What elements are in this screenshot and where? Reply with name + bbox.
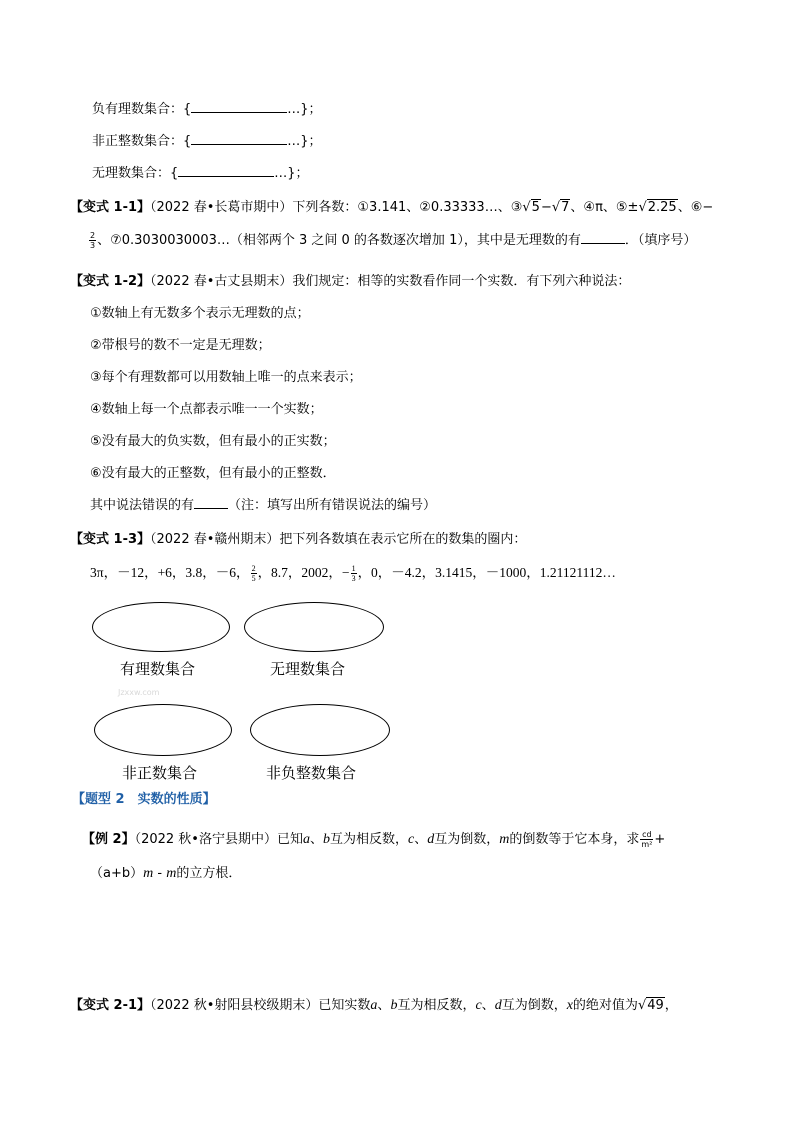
fraction-1-3: $\frac{1}{3}$ <box>351 564 356 584</box>
set-neg-rational: 负有理数集合：{ …}； <box>92 102 322 117</box>
answer-blank[interactable] <box>191 132 287 145</box>
irrational-set-ellipse[interactable] <box>244 602 384 652</box>
set-irrational: 无理数集合：{ …}； <box>92 166 309 181</box>
sqrt-7: √7 <box>551 200 570 215</box>
rational-set-ellipse[interactable] <box>92 602 230 652</box>
sqrt-49: √49 <box>637 998 664 1013</box>
statement-item: ⑥没有最大的正整数，但有最小的正整数． <box>90 466 336 481</box>
sqrt-2-25: √2.25 <box>638 200 677 215</box>
watermark: Jzxxw.com <box>118 688 160 697</box>
variant-1-1-line1: 【变式 1-1】（2022 春•长葛市期中）下列各数：①3.141、②0.33333…、③√5−√7、④π、⑤±√2.25、⑥− <box>70 198 713 218</box>
answer-blank[interactable] <box>191 100 287 113</box>
answer-blank[interactable] <box>178 164 274 177</box>
set-non-pos-int: 非正整数集合：{ …}； <box>92 134 322 149</box>
variant-1-2-question: 其中说法错误的有 （注：填写出所有错误说法的编号） <box>90 498 437 513</box>
non-positive-set-ellipse[interactable] <box>94 704 232 756</box>
fraction-2-5: $\frac{2}{5}$ <box>251 564 256 584</box>
topic-heading: 【题型 2 实数的性质】 <box>72 792 216 807</box>
variant-1-3-header: 【变式 1-3】（2022 春•赣州期末）把下列各数填在表示它所在的数集的圈内： <box>70 532 527 547</box>
variant-1-2-header: 【变式 1-2】（2022 春•古丈县期末）我们规定：相等的实数看作同一个实数．有下列六种说法： <box>70 274 631 289</box>
irrational-set-label: 无理数集合 <box>270 660 346 678</box>
fraction-2-3: $\frac{2}{3}$ <box>90 231 96 250</box>
rational-set-label: 有理数集合 <box>120 660 196 678</box>
sqrt-5: √5 <box>522 200 540 215</box>
non-negative-int-set-label: 非负整数集合 <box>266 764 357 782</box>
statement-item: ③每个有理数都可以用数轴上唯一的点来表示； <box>90 370 362 385</box>
answer-blank[interactable] <box>581 231 625 244</box>
variant-1-1-line2: $\frac{2}{3}$ 、⑦0.3030030003…（相邻两个 3 之间 0 的各数逐次增加 1），其中是无理数的有 ．（填序号） <box>90 231 697 250</box>
number-list: 3π，－12，+6，3.8，－6， $\frac{2}{5}$ ，8.7，2002，− $\frac{1}{3}$ ，0，－4.2，3.1415，－1000，1.21121112… <box>90 564 616 584</box>
fraction-cd-m2: $\frac{cd}{\text{m²}}$ <box>641 830 653 849</box>
example-2-line1: 【例 2】（2022 秋•洛宁县期中）已知a、b互为相反数，c、d互为倒数，m的倒数等于它本身，求 $\frac{cd}{\text{m²}}$ + <box>82 830 666 849</box>
statement-item: ④数轴上每一个点都表示唯一一个实数； <box>90 402 323 417</box>
non-negative-int-set-ellipse[interactable] <box>250 704 390 756</box>
answer-blank[interactable] <box>194 496 228 509</box>
statement-item: ②带根号的数不一定是无理数； <box>90 338 271 353</box>
non-positive-set-label: 非正数集合 <box>122 764 198 782</box>
statement-item: ①数轴上有无数多个表示无理数的点； <box>90 306 310 321</box>
statement-item: ⑤没有最大的负实数，但有最小的正实数； <box>90 434 336 449</box>
example-2-line2: （a+b）m - m的立方根． <box>90 866 242 881</box>
variant-2-1-line1: 【变式 2-1】（2022 秋•射阳县校级期末）已知实数a、b互为相反数，c、d互为倒数，x的绝对值为√49， <box>70 996 678 1016</box>
